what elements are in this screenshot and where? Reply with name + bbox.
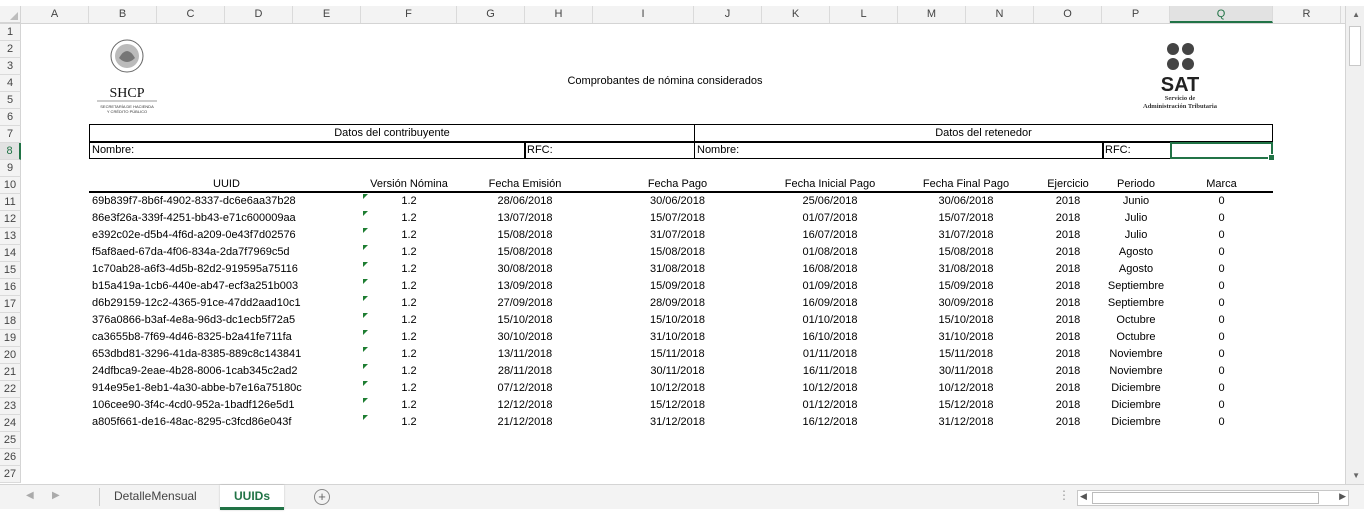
- row-header-20[interactable]: 20: [0, 347, 21, 364]
- table-cell[interactable]: 15/08/2018: [938, 246, 994, 258]
- table-header-7: Periodo: [1117, 178, 1155, 190]
- row-header-7[interactable]: 7: [0, 126, 21, 143]
- arrow-left-icon[interactable]: ◀: [26, 490, 34, 501]
- column-header-m[interactable]: M: [898, 6, 966, 23]
- table-cell[interactable]: 1.2: [401, 314, 417, 326]
- table-cell[interactable]: 1.2: [401, 365, 417, 377]
- table-cell[interactable]: 1.2: [401, 229, 417, 241]
- table-header-4: Fecha Inicial Pago: [784, 178, 876, 190]
- table-header-0: UUID: [213, 178, 240, 190]
- table-cell[interactable]: Septiembre: [1107, 297, 1165, 309]
- row-header-8[interactable]: 8: [0, 143, 21, 160]
- uuid-cell[interactable]: b15a419a-1cb6-440e-ab47-ecf3a251b003: [92, 280, 299, 292]
- vertical-scroll-thumb[interactable]: [1349, 26, 1361, 66]
- row-header-6[interactable]: 6: [0, 109, 21, 126]
- table-cell[interactable]: 31/10/2018: [938, 331, 994, 343]
- retenedor-header: Datos del retenedor: [935, 127, 1032, 139]
- page-title: Comprobantes de nómina considerados: [567, 75, 763, 87]
- table-cell[interactable]: 31/12/2018: [938, 416, 994, 428]
- table-cell[interactable]: 30/10/2018: [497, 331, 553, 343]
- row-header-21[interactable]: 21: [0, 364, 21, 381]
- splitter-dots-icon[interactable]: ⋮: [1058, 488, 1070, 502]
- shcp-logo: [93, 36, 163, 120]
- table-cell[interactable]: 1.2: [401, 246, 417, 258]
- active-cell-q8[interactable]: [1170, 142, 1273, 159]
- row-header-2[interactable]: 2: [0, 41, 21, 58]
- column-header-q[interactable]: Q: [1170, 6, 1273, 23]
- column-header-l[interactable]: L: [830, 6, 898, 23]
- table-cell[interactable]: Diciembre: [1111, 382, 1161, 394]
- table-cell[interactable]: 0: [1218, 382, 1225, 394]
- table-cell[interactable]: 0: [1218, 229, 1225, 241]
- table-cell[interactable]: 27/09/2018: [497, 297, 553, 309]
- table-cell[interactable]: 0: [1218, 331, 1225, 343]
- uuid-cell[interactable]: 86e3f26a-339f-4251-bb43-e71c600009aa: [92, 212, 296, 224]
- table-cell[interactable]: 0: [1218, 246, 1225, 258]
- uuid-cell[interactable]: 106cee90-3f4c-4cd0-952a-1badf126e5d1: [92, 399, 295, 411]
- table-cell[interactable]: Julio: [1124, 229, 1148, 241]
- table-cell[interactable]: 1.2: [401, 280, 417, 292]
- scroll-left-icon[interactable]: ◀: [1080, 491, 1087, 501]
- sat-logo-sub1: Servicio de: [1164, 95, 1196, 102]
- row-header-1[interactable]: 1: [0, 24, 21, 41]
- error-indicator-icon[interactable]: [363, 330, 368, 335]
- table-cell[interactable]: 1.2: [401, 212, 417, 224]
- table-cell[interactable]: 15/09/2018: [938, 280, 994, 292]
- row-header-18[interactable]: 18: [0, 313, 21, 330]
- rfc-divider-retenedor: [1102, 141, 1104, 159]
- uuid-cell[interactable]: 376a0866-b3af-4e8a-96d3-dc1ecb5f72a5: [92, 314, 296, 326]
- row-header-11[interactable]: 11: [0, 194, 21, 211]
- table-cell[interactable]: 0: [1218, 263, 1225, 275]
- table-cell[interactable]: 15/10/2018: [938, 314, 994, 326]
- table-cell[interactable]: 0: [1218, 314, 1225, 326]
- table-cell[interactable]: 13/11/2018: [497, 348, 553, 360]
- table-cell[interactable]: 15/12/2018: [649, 399, 706, 411]
- select-all-corner[interactable]: [0, 6, 21, 23]
- column-header-a[interactable]: A: [21, 6, 89, 23]
- table-cell[interactable]: Octubre: [1116, 314, 1156, 326]
- uuid-cell[interactable]: 653dbd81-3296-41da-8385-889c8c143841: [92, 348, 302, 360]
- column-header-f[interactable]: F: [361, 6, 457, 23]
- row-header-16[interactable]: 16: [0, 279, 21, 296]
- table-cell[interactable]: 31/10/2018: [649, 331, 706, 343]
- error-indicator-icon[interactable]: [363, 245, 368, 250]
- table-cell[interactable]: 30/11/2018: [650, 365, 705, 377]
- sat-logo-sub2: Administración Tributaria: [1143, 103, 1217, 110]
- table-cell[interactable]: 1.2: [401, 382, 417, 394]
- column-header-j[interactable]: J: [694, 6, 762, 23]
- column-header-i[interactable]: I: [593, 6, 694, 23]
- sat-logo: [1130, 42, 1232, 114]
- table-cell[interactable]: 01/11/2018: [802, 348, 858, 360]
- column-header-g[interactable]: G: [457, 6, 525, 23]
- row-header-17[interactable]: 17: [0, 296, 21, 313]
- table-header-8: Marca: [1206, 178, 1237, 190]
- table-cell[interactable]: 01/10/2018: [802, 314, 858, 326]
- row-header-15[interactable]: 15: [0, 262, 21, 279]
- table-cell[interactable]: 2018: [1055, 297, 1081, 309]
- table-cell[interactable]: 2018: [1055, 212, 1081, 224]
- row-header-22[interactable]: 22: [0, 381, 21, 398]
- table-cell[interactable]: 15/10/2018: [649, 314, 706, 326]
- row-header-19[interactable]: 19: [0, 330, 21, 347]
- table-cell[interactable]: 0: [1218, 348, 1225, 360]
- table-cell[interactable]: Noviembre: [1109, 365, 1163, 377]
- vertical-scrollbar[interactable]: [1345, 6, 1364, 484]
- error-indicator-icon[interactable]: [363, 364, 368, 369]
- table-cell[interactable]: Diciembre: [1111, 416, 1161, 428]
- row-header-13[interactable]: 13: [0, 228, 21, 245]
- scroll-right-icon[interactable]: ▶: [1339, 491, 1346, 501]
- column-header-n[interactable]: N: [966, 6, 1034, 23]
- table-cell[interactable]: 16/11/2018: [802, 365, 858, 377]
- table-cell[interactable]: Agosto: [1118, 263, 1154, 275]
- table-cell[interactable]: 15/10/2018: [497, 314, 553, 326]
- table-cell[interactable]: 1.2: [401, 263, 417, 275]
- scroll-up-icon[interactable]: ▲: [1352, 10, 1360, 19]
- table-cell[interactable]: 2018: [1055, 382, 1081, 394]
- table-cell[interactable]: 21/12/2018: [497, 416, 553, 428]
- sheet-tab-uuids[interactable]: UUIDs: [220, 485, 284, 510]
- table-cell[interactable]: 2018: [1055, 416, 1081, 428]
- table-cell[interactable]: 16/09/2018: [802, 297, 858, 309]
- table-cell[interactable]: 0: [1218, 280, 1225, 292]
- table-cell[interactable]: 28/09/2018: [649, 297, 706, 309]
- table-cell[interactable]: 1.2: [401, 399, 417, 411]
- retenedor-nombre-label[interactable]: Nombre:: [697, 144, 740, 156]
- table-cell[interactable]: 28/06/2018: [497, 195, 553, 207]
- table-cell[interactable]: 15/08/2018: [649, 246, 706, 258]
- table-cell[interactable]: Agosto: [1118, 246, 1154, 258]
- table-cell[interactable]: 2018: [1055, 331, 1081, 343]
- table-cell[interactable]: 15/09/2018: [649, 280, 706, 292]
- retenedor-rfc-label[interactable]: RFC:: [1105, 144, 1131, 156]
- horizontal-scroll-thumb[interactable]: [1092, 492, 1319, 504]
- table-cell[interactable]: Junio: [1122, 195, 1150, 207]
- table-cell[interactable]: 0: [1218, 195, 1225, 207]
- table-header-6: Ejercicio: [1047, 178, 1089, 190]
- error-indicator-icon[interactable]: [363, 296, 368, 301]
- table-cell[interactable]: 15/12/2018: [938, 399, 994, 411]
- column-header-h[interactable]: H: [525, 6, 593, 23]
- table-cell[interactable]: 31/08/2018: [938, 263, 994, 275]
- table-cell[interactable]: 15/11/2018: [650, 348, 705, 360]
- error-indicator-icon[interactable]: [363, 415, 368, 420]
- table-cell[interactable]: 0: [1218, 297, 1225, 309]
- row-header-25[interactable]: 25: [0, 432, 21, 449]
- error-indicator-icon[interactable]: [363, 262, 368, 267]
- row-header-26[interactable]: 26: [0, 449, 21, 466]
- table-cell[interactable]: 2018: [1055, 348, 1081, 360]
- plus-circle-icon[interactable]: +: [314, 489, 330, 505]
- table-cell[interactable]: 15/08/2018: [497, 246, 553, 258]
- table-cell[interactable]: 30/09/2018: [938, 297, 994, 309]
- table-cell[interactable]: 2018: [1055, 263, 1081, 275]
- contribuyente-rfc-label[interactable]: RFC:: [527, 144, 553, 156]
- table-cell[interactable]: Julio: [1124, 212, 1148, 224]
- table-cell[interactable]: 25/06/2018: [802, 195, 858, 207]
- table-cell[interactable]: 1.2: [401, 195, 417, 207]
- column-header-o[interactable]: O: [1034, 6, 1102, 23]
- table-cell[interactable]: 15/07/2018: [649, 212, 706, 224]
- uuid-cell[interactable]: 1c70ab28-a6f3-4d5b-82d2-919595a75116: [92, 263, 298, 275]
- table-cell[interactable]: 10/12/2018: [649, 382, 706, 394]
- row-header-14[interactable]: 14: [0, 245, 21, 262]
- table-cell[interactable]: Octubre: [1116, 331, 1156, 343]
- rfc-divider-contribuyente: [524, 141, 526, 159]
- row-header-12[interactable]: 12: [0, 211, 21, 228]
- row-header-5[interactable]: 5: [0, 92, 21, 109]
- column-header-p[interactable]: P: [1102, 6, 1170, 23]
- table-cell[interactable]: 1.2: [401, 348, 417, 360]
- column-header-r[interactable]: R: [1273, 6, 1341, 23]
- contribuyente-header: Datos del contribuyente: [334, 127, 450, 139]
- arrow-right-icon[interactable]: ▶: [52, 490, 60, 501]
- sheet-tab-detallemensual[interactable]: DetalleMensual: [114, 489, 197, 503]
- row-header-3[interactable]: 3: [0, 58, 21, 75]
- table-cell[interactable]: 0: [1218, 212, 1225, 224]
- shcp-logo-sub2: Y CRÉDITO PÚBLICO: [106, 109, 148, 114]
- table-cell[interactable]: 0: [1218, 365, 1225, 377]
- table-cell[interactable]: 30/06/2018: [938, 195, 994, 207]
- table-cell[interactable]: 2018: [1055, 229, 1081, 241]
- uuid-cell[interactable]: a805f661-de16-48ac-8295-c3fcd86e043f: [92, 416, 292, 428]
- table-cell[interactable]: 15/07/2018: [938, 212, 994, 224]
- uuid-cell[interactable]: 914e95e1-8eb1-4a30-abbe-b7e16a75180c: [92, 382, 302, 394]
- table-cell[interactable]: 31/12/2018: [649, 416, 706, 428]
- uuid-cell[interactable]: d6b29159-12c2-4365-91ce-47dd2aad10c1: [92, 297, 301, 309]
- column-header-k[interactable]: K: [762, 6, 830, 23]
- error-indicator-icon[interactable]: [363, 381, 368, 386]
- table-cell[interactable]: 1.2: [401, 297, 417, 309]
- row-header-24[interactable]: 24: [0, 415, 21, 432]
- table-cell[interactable]: 2018: [1055, 195, 1081, 207]
- table-cell[interactable]: 16/10/2018: [802, 331, 858, 343]
- error-indicator-icon[interactable]: [363, 347, 368, 352]
- table-cell[interactable]: Noviembre: [1109, 348, 1163, 360]
- table-header-2: Fecha Emisión: [488, 178, 562, 190]
- table-cell[interactable]: 15/11/2018: [938, 348, 994, 360]
- error-indicator-icon[interactable]: [363, 211, 368, 216]
- shcp-logo-sub1: SECRETARÍA DE HACIENDA: [100, 104, 154, 109]
- row-header-27[interactable]: 27: [0, 466, 21, 483]
- table-cell[interactable]: 30/08/2018: [497, 263, 553, 275]
- row-header-23[interactable]: 23: [0, 398, 21, 415]
- contribuyente-nombre-label[interactable]: Nombre:: [92, 144, 135, 156]
- uuid-cell[interactable]: e392c02e-d5b4-4f6d-a209-0e43f7d02576: [92, 229, 296, 241]
- table-cell[interactable]: 16/08/2018: [802, 263, 858, 275]
- table-cell[interactable]: 28/11/2018: [497, 365, 553, 377]
- table-cell[interactable]: 2018: [1055, 399, 1081, 411]
- table-cell[interactable]: 0: [1218, 399, 1225, 411]
- shcp-logo-text: SHCP: [109, 86, 145, 101]
- row-header-9[interactable]: 9: [0, 160, 21, 177]
- row-header-4[interactable]: 4: [0, 75, 21, 92]
- table-cell[interactable]: 31/07/2018: [938, 229, 994, 241]
- table-header-5: Fecha Final Pago: [922, 178, 1010, 190]
- table-cell[interactable]: 0: [1218, 416, 1225, 428]
- table-cell[interactable]: 31/08/2018: [649, 263, 706, 275]
- column-header-d[interactable]: D: [225, 6, 293, 23]
- table-cell[interactable]: 2018: [1055, 314, 1081, 326]
- table-cell[interactable]: Septiembre: [1107, 280, 1165, 292]
- uuid-cell[interactable]: 24dfbca9-2eae-4b28-8006-1cab345c2ad2: [92, 365, 298, 377]
- table-cell[interactable]: 2018: [1055, 280, 1081, 292]
- table-cell[interactable]: 01/12/2018: [802, 399, 858, 411]
- sheet-tab-bar: [0, 484, 1364, 509]
- uuid-cell[interactable]: 69b839f7-8b6f-4902-8337-dc6e6aa37b28: [92, 195, 296, 207]
- table-cell[interactable]: 1.2: [401, 416, 417, 428]
- table-cell[interactable]: 2018: [1055, 365, 1081, 377]
- table-cell[interactable]: 30/11/2018: [938, 365, 994, 377]
- error-indicator-icon[interactable]: [363, 313, 368, 318]
- uuid-cell[interactable]: f5af8aed-67da-4f06-834a-2da7f7969c5d: [92, 246, 290, 258]
- column-header-c[interactable]: C: [157, 6, 225, 23]
- column-header-e[interactable]: E: [293, 6, 361, 23]
- table-cell[interactable]: 01/07/2018: [802, 212, 858, 224]
- scroll-down-icon[interactable]: ▼: [1352, 471, 1360, 480]
- table-cell[interactable]: 2018: [1055, 246, 1081, 258]
- table-cell[interactable]: 15/08/2018: [497, 229, 553, 241]
- table-cell[interactable]: 10/12/2018: [938, 382, 994, 394]
- error-indicator-icon[interactable]: [363, 194, 368, 199]
- table-cell[interactable]: 16/12/2018: [802, 416, 858, 428]
- uuid-cell[interactable]: ca3655b8-7f69-4d46-8325-b2a41fe711fa: [92, 331, 292, 343]
- sat-logo-text: SAT: [1160, 74, 1200, 96]
- horizontal-scrollbar[interactable]: [1077, 490, 1349, 506]
- table-cell[interactable]: Diciembre: [1111, 399, 1161, 411]
- table-cell[interactable]: 30/06/2018: [649, 195, 706, 207]
- error-indicator-icon[interactable]: [363, 228, 368, 233]
- table-cell[interactable]: 10/12/2018: [802, 382, 858, 394]
- table-cell[interactable]: 13/09/2018: [497, 280, 553, 292]
- table-cell[interactable]: 1.2: [401, 331, 417, 343]
- table-cell[interactable]: 16/07/2018: [802, 229, 858, 241]
- table-header-1: Versión Nómina: [370, 178, 448, 190]
- error-indicator-icon[interactable]: [363, 279, 368, 284]
- table-cell[interactable]: 12/12/2018: [497, 399, 553, 411]
- table-cell[interactable]: 13/07/2018: [497, 212, 553, 224]
- row-header-10[interactable]: 10: [0, 177, 21, 194]
- table-cell[interactable]: 01/08/2018: [802, 246, 858, 258]
- table-cell[interactable]: 07/12/2018: [497, 382, 553, 394]
- table-cell[interactable]: 31/07/2018: [649, 229, 706, 241]
- column-header-b[interactable]: B: [89, 6, 157, 23]
- table-header-3: Fecha Pago: [647, 178, 708, 190]
- table-cell[interactable]: 01/09/2018: [802, 280, 858, 292]
- error-indicator-icon[interactable]: [363, 398, 368, 403]
